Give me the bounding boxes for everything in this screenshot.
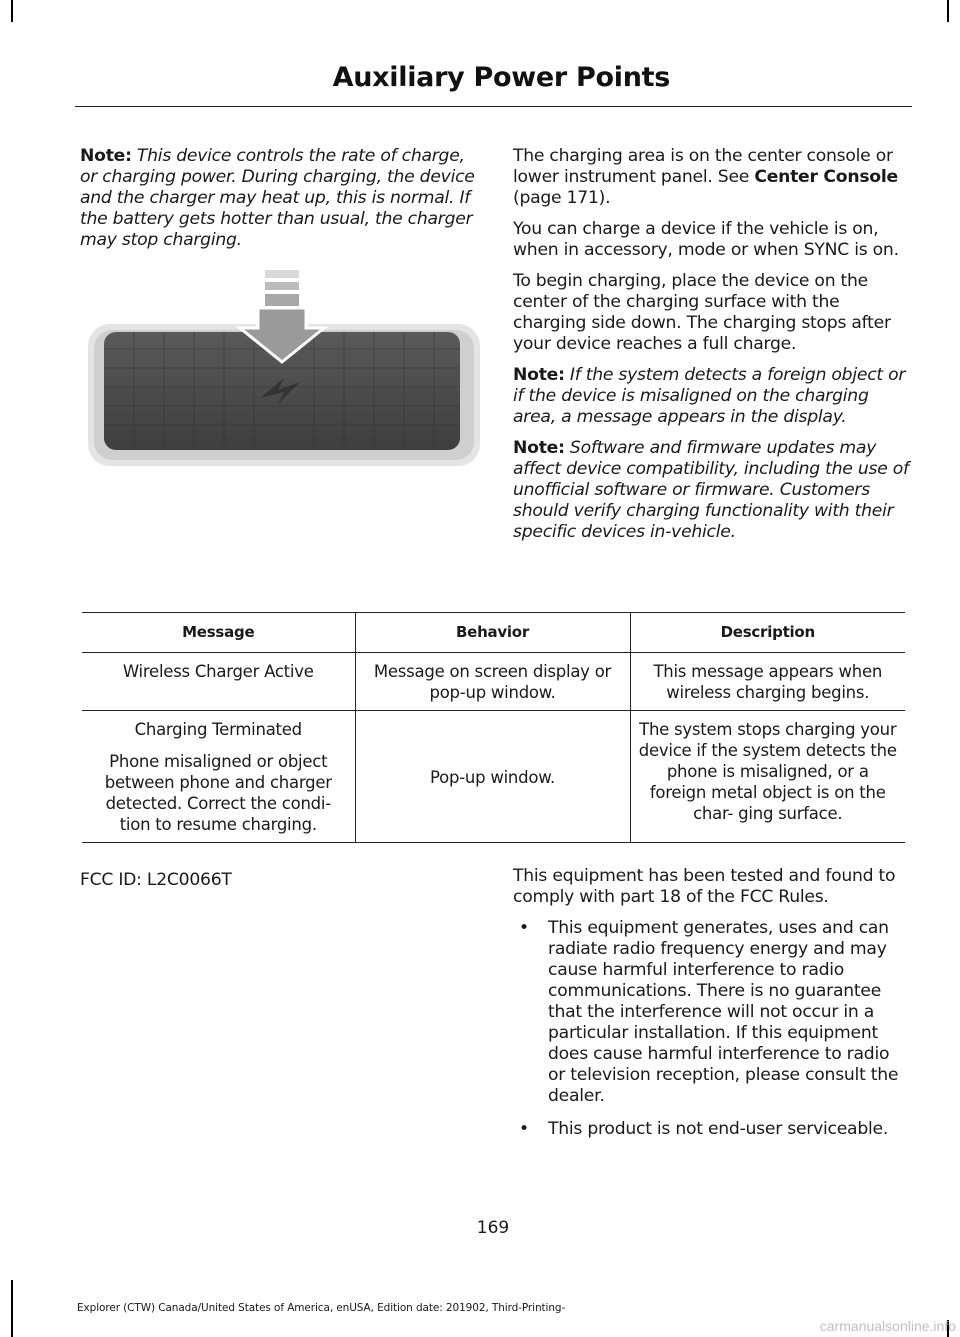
note-label: Note: bbox=[80, 146, 132, 166]
note-text: Software and firmware updates may affect device compatibility, including the use of unofficial software or firmware. Customers should verify charging functionality with their specific devices in-vehicle. bbox=[513, 438, 909, 542]
charge-condition-paragraph: You can charge a device if the vehicle is on, when in accessory, mode or when SYNC is on. bbox=[513, 219, 899, 260]
message-title: Charging Terminated bbox=[134, 720, 302, 739]
charging-area-paragraph bbox=[513, 146, 909, 209]
crop-mark-top-left bbox=[11, 0, 13, 22]
description-cell: The system stops charging your device if the system detects the phone is misaligned, or a foreign metal object is on the char- ging surface. bbox=[630, 711, 905, 843]
description-cell: This message appears when wireless charging begins. bbox=[630, 653, 905, 711]
compliance-intro: This equipment has been tested and found to comply with part 18 of the FCC Rules. bbox=[513, 866, 896, 907]
bullet-icon: • bbox=[519, 918, 529, 938]
foreign-object-note bbox=[513, 365, 909, 428]
message-detail: Phone misaligned or object between phone and charger detected. Correct the condi- tion to resume charging. bbox=[104, 752, 332, 834]
heat-note bbox=[80, 146, 476, 251]
behavior-cell: Pop-up window. bbox=[355, 711, 630, 843]
wireless-charging-pad-icon bbox=[88, 270, 480, 470]
list-item-text: This equipment generates, uses and can radiate radio frequency energy and may cause harmful interference to radio communications. There is no guarantee that the interference will not occur in a particular installation. If this equipment does cause harmful interference to radio or television reception, please consult the dealer. bbox=[548, 918, 899, 1106]
software-note bbox=[513, 438, 909, 543]
list-item bbox=[513, 918, 909, 1107]
page-reference: (page 171). bbox=[513, 188, 611, 208]
fcc-id: FCC ID: L2C0066T bbox=[80, 870, 232, 890]
column-header-message: Message bbox=[82, 613, 355, 653]
compliance-list bbox=[513, 918, 909, 1140]
watermark: carmanualsonline.info bbox=[819, 1318, 956, 1334]
crop-mark-top-right bbox=[947, 0, 949, 22]
column-header-description: Description bbox=[630, 613, 905, 653]
title-divider bbox=[75, 106, 912, 107]
begin-charging-paragraph: To begin charging, place the device on the center of the charging surface with the charging side down. The charging stops after your device reaches a full charge. bbox=[513, 271, 891, 354]
table-row bbox=[82, 653, 905, 711]
charging-pad-illustration bbox=[88, 270, 480, 470]
text-span: The charging area is on the center console or lower instrument panel. See bbox=[513, 146, 893, 187]
list-item-text: This product is not end-user serviceable. bbox=[548, 1119, 889, 1139]
footer-edition: Explorer (CTW) Canada/United States of America, enUSA, Edition date: 201902, Third-Printing- bbox=[77, 1302, 566, 1314]
message-table bbox=[82, 612, 905, 843]
crop-mark-bottom-left bbox=[11, 1280, 13, 1337]
right-column bbox=[513, 146, 909, 553]
table-header-row bbox=[82, 613, 905, 653]
note-label: Note: bbox=[513, 438, 565, 458]
note-text: This device controls the rate of charge, or charging power. During charging, the device and the charger may heat up, this is normal. If the battery gets hotter than usual, the charger may stop charging. bbox=[80, 146, 475, 250]
table-row bbox=[82, 711, 905, 843]
center-console-link[interactable]: Center Console bbox=[754, 167, 898, 187]
behavior-cell: Message on screen display or pop-up window. bbox=[355, 653, 630, 711]
left-column bbox=[80, 146, 476, 261]
note-text: If the system detects a foreign object or if the device is misaligned on the charging area, a message appears in the display. bbox=[513, 365, 906, 427]
message-cell: Wireless Charger Active bbox=[82, 653, 355, 711]
message-cell bbox=[82, 711, 355, 843]
column-header-behavior: Behavior bbox=[355, 613, 630, 653]
page-number: 169 bbox=[476, 1218, 510, 1238]
bullet-icon: • bbox=[519, 1119, 529, 1139]
compliance-section bbox=[513, 866, 909, 1152]
note-label: Note: bbox=[513, 365, 565, 385]
page-title: Auxiliary Power Points bbox=[332, 62, 670, 93]
list-item bbox=[513, 1119, 909, 1140]
